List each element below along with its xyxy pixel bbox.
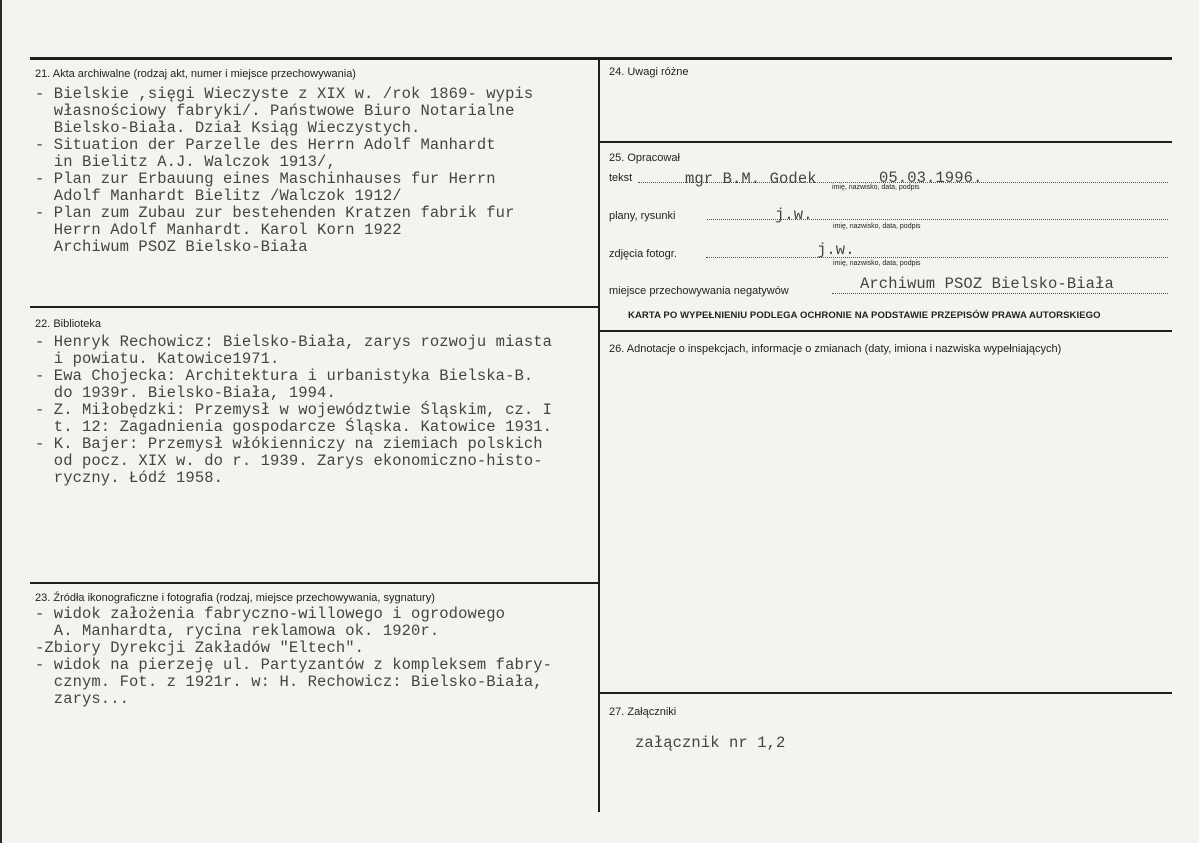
section-25-label: 25. Opracował — [609, 152, 680, 164]
rule-21-22 — [30, 306, 600, 308]
section-21-line: własnościowy fabryki/. Państwowe Biuro Notarialne — [35, 102, 515, 120]
rule-24-25 — [600, 141, 1172, 143]
zdjecia-caption: imię, nazwisko, data, podpis — [833, 260, 921, 267]
section-22-line: - Ewa Chojecka: Architektura i urbanistyka Bielska-B. — [35, 367, 534, 385]
section-21-line: Archiwum PSOZ Bielsko-Biała — [35, 238, 308, 256]
section-21-line: - Plan zum Zubau zur bestehenden Kratzen fabrik fur — [35, 204, 515, 222]
section-22-line: od pocz. XIX w. do r. 1939. Zarys ekonomiczno-histo- — [35, 452, 543, 470]
section-21-line: - Situation der Parzelle des Herrn Adolf Manhardt — [35, 136, 496, 154]
section-21-line: Herrn Adolf Manhardt. Karol Korn 1922 — [35, 221, 402, 239]
copyright-note: KARTA PO WYPEŁNIENIU PODLEGA OCHRONIE NA PODSTAWIE PRZEPISÓW PRAWA AUTORSKIEGO — [628, 310, 1101, 321]
section-22-line: do 1939r. Bielsko-Biała, 1994. — [35, 384, 336, 402]
section-27-label: 27. Załączniki — [609, 706, 677, 718]
miejsce-label: miejsce przechowywania negatywów — [609, 285, 789, 297]
section-23-line: zarys... — [35, 690, 130, 708]
section-22-label: 22. Biblioteka — [35, 318, 102, 330]
section-23-line: -Zbiory Dyrekcji Zakładów "Eltech". — [35, 639, 365, 657]
zdjecia-value: j.w. — [817, 241, 855, 259]
section-24-label: 24. Uwagi różne — [609, 66, 689, 78]
zdjecia-dotted-line — [706, 257, 1168, 258]
center-divider — [598, 57, 600, 812]
tekst-date: 05.03.1996. — [879, 169, 983, 187]
section-27-value: załącznik nr 1,2 — [635, 734, 786, 752]
section-22-line: - Z. Miłobędzki: Przemysł w województwie Śląskim, cz. I — [35, 401, 553, 419]
section-23-line: - widok na pierzeję ul. Partyzantów z kompleksem fabry- — [35, 656, 553, 674]
rule-25-26 — [600, 330, 1172, 332]
section-21-line: - Bielskie ,sięgi Wieczyste z XIX w. /rok 1869- wypis — [35, 85, 534, 103]
zdjecia-label: zdjęcia fotogr. — [609, 248, 677, 260]
section-21-line: in Bielitz A.J. Walczok 1913/, — [35, 153, 336, 171]
section-22-line: - K. Bajer: Przemysł włókienniczy na ziemiach polskich — [35, 435, 543, 453]
plany-value: j.w. — [775, 206, 813, 224]
section-22-line: i powiatu. Katowice1971. — [35, 350, 280, 368]
rule-22-23 — [30, 582, 600, 584]
rule-26-27 — [600, 692, 1172, 694]
section-26-label: 26. Adnotacje o inspekcjach, informacje o zmianach (daty, imiona i nazwiska wypełniających) — [609, 343, 1062, 355]
miejsce-dotted-line — [832, 293, 1168, 294]
section-23-label: 23. Źródła ikonograficzne i fotografia (rodzaj, miejsce przechowywania, sygnatury) — [35, 592, 435, 604]
plany-caption: imię, nazwisko, data, podpis — [833, 223, 921, 230]
section-22-line: ryczny. Łódź 1958. — [35, 469, 224, 487]
top-rule — [30, 57, 1172, 60]
section-21-line: Adolf Manhardt Bielitz /Walczok 1912/ — [35, 187, 402, 205]
tekst-caption: imię, nazwisko, data, podpis — [832, 184, 920, 191]
miejsce-value: Archiwum PSOZ Bielsko-Biała — [860, 275, 1114, 293]
section-23-line: A. Manhardta, rycina reklamowa ok. 1920r. — [35, 622, 440, 640]
plany-label: plany, rysunki — [609, 210, 676, 222]
section-22-line: t. 12: Zagadnienia gospodarcze Śląska. Katowice 1931. — [35, 418, 553, 436]
tekst-author: mgr B.M. Godek — [685, 170, 817, 188]
section-21-line: - Plan zur Erbauung eines Maschinhauses fur Herrn — [35, 170, 496, 188]
section-21-label: 21. Akta archiwalne (rodzaj akt, numer i miejsce przechowywania) — [35, 68, 356, 80]
section-23-line: - widok założenia fabryczno-willowego i ogrodowego — [35, 605, 506, 623]
section-22-line: - Henryk Rechowicz: Bielsko-Biała, zarys rozwoju miasta — [35, 333, 553, 351]
section-23-line: cznym. Fot. z 1921r. w: H. Rechowicz: Bielsko-Biała, — [35, 673, 543, 691]
section-21-line: Bielsko-Biała. Dział Ksiąg Wieczystych. — [35, 119, 421, 137]
tekst-label: tekst — [609, 172, 633, 184]
